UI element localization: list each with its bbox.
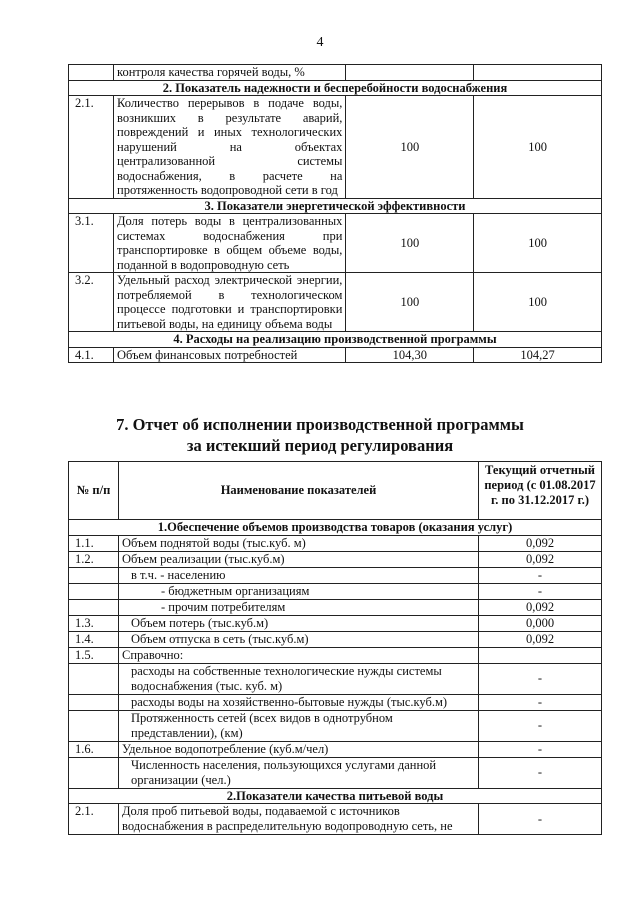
row-value-plan (346, 65, 474, 81)
row-name: - бюджетным организациям (119, 583, 479, 599)
table-row (69, 615, 602, 631)
row-value-fact: 100 (474, 273, 602, 332)
row-number: 1.6. (69, 741, 119, 757)
row-value-plan: 100 (346, 214, 474, 273)
row-value-fact: 100 (474, 214, 602, 273)
row-value: - (479, 694, 602, 710)
table-row (69, 214, 602, 273)
row-value-fact: 104,27 (474, 347, 602, 363)
row-name: Удельный расход электрической энергии, потребляемой в технологическом процессе подготовки и транспортировки питьевой воды, на единицу объема воды (114, 273, 346, 332)
row-value: - (479, 710, 602, 741)
section-7-title (0, 414, 640, 456)
header-name: Наименование показателей (119, 462, 479, 520)
table-row (69, 347, 602, 363)
table-row (69, 273, 602, 332)
row-number (69, 663, 119, 694)
row-name: Объем реализации (тыс.куб.м) (119, 551, 479, 567)
table-row (69, 647, 602, 663)
section-heading: 3. Показатели энергетической эффективности (69, 198, 602, 214)
row-value: - (479, 663, 602, 694)
row-number (69, 567, 119, 583)
row-number: 3.1. (69, 214, 114, 273)
row-value: - (479, 567, 602, 583)
table-row (69, 741, 602, 757)
row-value-plan: 104,30 (346, 347, 474, 363)
row-name: Объем финансовых потребностей (114, 347, 346, 363)
row-name: Объем потерь (тыс.куб.м) (119, 615, 479, 631)
row-value-fact: 100 (474, 96, 602, 199)
section-heading: 2.Показатели качества питьевой воды (69, 788, 602, 804)
row-number (69, 65, 114, 81)
row-name: расходы воды на хозяйственно-бытовые нужды (тыс.куб.м) (119, 694, 479, 710)
row-number: 1.5. (69, 647, 119, 663)
row-value: 0,092 (479, 551, 602, 567)
section-heading: 1.Обеспечение объемов производства товаров (оказания услуг) (69, 520, 602, 536)
row-name: Объем поднятой воды (тыс.куб. м) (119, 535, 479, 551)
table-row (69, 599, 602, 615)
row-name: Объем отпуска в сеть (тыс.куб.м) (119, 631, 479, 647)
row-name: контроля качества горячей воды, % (114, 65, 346, 81)
table-row (69, 757, 602, 788)
section-row (69, 198, 602, 214)
row-value-plan: 100 (346, 273, 474, 332)
table-row (69, 694, 602, 710)
row-value: 0,092 (479, 631, 602, 647)
row-number (69, 583, 119, 599)
row-name: Протяженность сетей (всех видов в однотрубном представлении), (км) (119, 710, 479, 741)
row-number: 1.2. (69, 551, 119, 567)
header-period: Текущий отчетный период (с 01.08.2017 г. по 31.12.2017 г.) (479, 462, 602, 520)
row-value-plan: 100 (346, 96, 474, 199)
table-row (69, 710, 602, 741)
row-name: Численность населения, пользующихся услугами данной организации (чел.) (119, 757, 479, 788)
row-number (69, 694, 119, 710)
row-number: 1.4. (69, 631, 119, 647)
row-name: Удельное водопотребление (куб.м/чел) (119, 741, 479, 757)
row-value: 0,092 (479, 599, 602, 615)
table-row (69, 551, 602, 567)
indicators-table (68, 64, 602, 363)
table-row (69, 96, 602, 199)
table-row (69, 567, 602, 583)
row-number: 2.1. (69, 804, 119, 835)
row-number: 1.1. (69, 535, 119, 551)
row-name: Доля потерь воды в централизованных системах водоснабжения при транспортировке в общем объеме воды, поданной в водопроводную сеть (114, 214, 346, 273)
row-value: - (479, 757, 602, 788)
row-value (479, 647, 602, 663)
row-number: 4.1. (69, 347, 114, 363)
section-row (69, 788, 602, 804)
row-value: - (479, 741, 602, 757)
section-row (69, 80, 602, 96)
row-name: Количество перерывов в подаче воды, возникших в результате аварий, повреждений и иных технологических нарушений на объектах централизованной системы водоснабжения, в расчете на протяженность водопроводной сети в год (114, 96, 346, 199)
row-number (69, 710, 119, 741)
row-number: 3.2. (69, 273, 114, 332)
report-table-header (69, 462, 602, 520)
section-row (69, 332, 602, 348)
row-number: 1.3. (69, 615, 119, 631)
row-name: Доля проб питьевой воды, подаваемой с источников водоснабжения в распределительную водопроводную сеть, не (119, 804, 479, 835)
page-number: 4 (316, 35, 324, 50)
header-num: № п/п (69, 462, 119, 520)
row-value: 0,092 (479, 535, 602, 551)
section-row (69, 520, 602, 536)
row-value: 0,000 (479, 615, 602, 631)
row-name: расходы на собственные технологические нужды системы водоснабжения (тыс. куб. м) (119, 663, 479, 694)
section-7-title-line2: за истекший период регулирования (186, 436, 454, 455)
row-value-fact (474, 65, 602, 81)
row-name: Справочно: (119, 647, 479, 663)
table-row (69, 631, 602, 647)
section-heading: 2. Показатель надежности и бесперебойности водоснабжения (69, 80, 602, 96)
row-number (69, 757, 119, 788)
row-value: - (479, 583, 602, 599)
row-name: в т.ч. - населению (119, 567, 479, 583)
table-row (69, 583, 602, 599)
table-row (69, 65, 602, 81)
row-number: 2.1. (69, 96, 114, 199)
row-number (69, 599, 119, 615)
section-heading: 4. Расходы на реализацию производственной программы (69, 332, 602, 348)
section-7-title-line1: 7. Отчет об исполнении производственной программы (116, 415, 524, 434)
table-row (69, 663, 602, 694)
row-value: - (479, 804, 602, 835)
table-row (69, 535, 602, 551)
row-name: - прочим потребителям (119, 599, 479, 615)
table-row (69, 804, 602, 835)
report-table (68, 461, 602, 835)
